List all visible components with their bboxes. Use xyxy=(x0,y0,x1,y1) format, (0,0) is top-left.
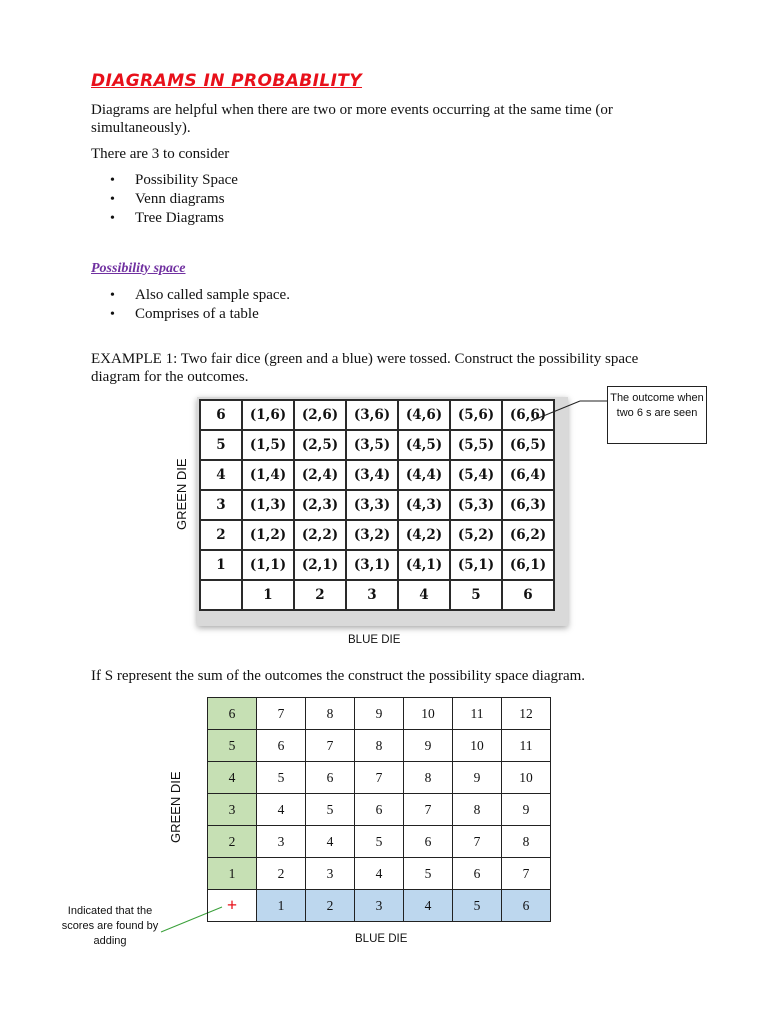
table-cell: 6 xyxy=(502,890,551,922)
table-cell: 6 xyxy=(208,698,257,730)
table-cell: (2,3) xyxy=(294,490,346,520)
adding-note: Indicated that the scores are found by adding xyxy=(61,905,159,947)
table-cell: 7 xyxy=(453,826,502,858)
blue-die-axis-label-2: BLUE DIE xyxy=(355,933,408,945)
list-item: • Possibility Space xyxy=(110,171,238,190)
example-text: EXAMPLE 1: Two fair dice (green and a blue) were tossed. Construct the possibility space diagram for the outcomes. xyxy=(91,351,639,385)
table-cell: 4 xyxy=(355,858,404,890)
table-cell: 2 xyxy=(306,890,355,922)
table-cell: 4 xyxy=(200,460,242,490)
table-cell: (6,6) xyxy=(502,400,554,430)
table-cell: 5 xyxy=(453,890,502,922)
table-cell: 6 xyxy=(257,730,306,762)
table-row xyxy=(208,826,551,858)
table-cell: 10 xyxy=(502,762,551,794)
table-cell: 9 xyxy=(355,698,404,730)
table-cell: 5 xyxy=(355,826,404,858)
table-cell: 11 xyxy=(453,698,502,730)
table-cell: 8 xyxy=(306,698,355,730)
table-cell: 3 xyxy=(346,580,398,610)
table-cell: 5 xyxy=(450,580,502,610)
table-cell: (4,6) xyxy=(398,400,450,430)
table-cell: 7 xyxy=(257,698,306,730)
intro-paragraph: Diagrams are helpful when there are two or more events occurring at the same time (or simultaneously). xyxy=(91,102,613,136)
table-cell: 7 xyxy=(502,858,551,890)
table-cell: 7 xyxy=(306,730,355,762)
table-cell: 3 xyxy=(200,490,242,520)
table-cell: 8 xyxy=(355,730,404,762)
table-cell: (5,1) xyxy=(450,550,502,580)
table-cell: 1 xyxy=(242,580,294,610)
blue-die-axis-label: BLUE DIE xyxy=(348,634,401,646)
table-cell: 2 xyxy=(208,826,257,858)
table-row xyxy=(208,858,551,890)
table-cell: 7 xyxy=(355,762,404,794)
table-cell: (4,1) xyxy=(398,550,450,580)
table-cell: 6 xyxy=(404,826,453,858)
green-die-axis-label: GREEN DIE xyxy=(174,458,189,530)
plus-sign: + xyxy=(208,890,257,922)
table-cell: 9 xyxy=(453,762,502,794)
sums-table xyxy=(207,697,551,922)
table-row xyxy=(208,730,551,762)
table-cell: 9 xyxy=(404,730,453,762)
table-cell: (1,6) xyxy=(242,400,294,430)
table-row xyxy=(208,762,551,794)
table-row xyxy=(208,794,551,826)
table-cell: (3,4) xyxy=(346,460,398,490)
table-cell: (5,6) xyxy=(450,400,502,430)
callout-box: The outcome when two 6 s are seen xyxy=(607,386,707,444)
table-cell: 6 xyxy=(453,858,502,890)
table-cell: 6 xyxy=(502,580,554,610)
table-cell: 3 xyxy=(355,890,404,922)
table-cell: 6 xyxy=(200,400,242,430)
table-cell: 4 xyxy=(208,762,257,794)
table-cell: 2 xyxy=(257,858,306,890)
table-row xyxy=(208,698,551,730)
table-cell: 5 xyxy=(208,730,257,762)
table-cell: 5 xyxy=(257,762,306,794)
table-cell: (6,2) xyxy=(502,520,554,550)
table-cell: (6,3) xyxy=(502,490,554,520)
table-row xyxy=(208,890,551,922)
section-heading: Possibility space xyxy=(91,261,186,276)
table-cell: (6,1) xyxy=(502,550,554,580)
table-cell: 9 xyxy=(502,794,551,826)
table-cell: (3,5) xyxy=(346,430,398,460)
table-cell: (2,2) xyxy=(294,520,346,550)
table-cell: (4,4) xyxy=(398,460,450,490)
table-cell: 6 xyxy=(355,794,404,826)
table-cell: 8 xyxy=(502,826,551,858)
table-cell: 7 xyxy=(404,794,453,826)
list-item: • Venn diagrams xyxy=(110,190,238,209)
table-cell: 10 xyxy=(404,698,453,730)
table-cell: (2,4) xyxy=(294,460,346,490)
table-cell: 5 xyxy=(200,430,242,460)
table-cell: (3,2) xyxy=(346,520,398,550)
green-die-axis-label-2: GREEN DIE xyxy=(168,771,183,843)
table-cell: 5 xyxy=(306,794,355,826)
page-title: DIAGRAMS IN PROBABILITY xyxy=(91,71,363,91)
table-cell: 3 xyxy=(257,826,306,858)
table-cell: (6,4) xyxy=(502,460,554,490)
list-item: • Tree Diagrams xyxy=(110,209,238,228)
table-cell: (1,3) xyxy=(242,490,294,520)
list-item: • Comprises of a table xyxy=(110,305,290,324)
table-cell: 6 xyxy=(306,762,355,794)
table-cell: 3 xyxy=(208,794,257,826)
table-cell: (5,3) xyxy=(450,490,502,520)
table-cell: 1 xyxy=(208,858,257,890)
table-cell: (5,4) xyxy=(450,460,502,490)
table-cell: (2,6) xyxy=(294,400,346,430)
table-cell: (1,2) xyxy=(242,520,294,550)
table-cell: 2 xyxy=(200,520,242,550)
table-cell: (4,5) xyxy=(398,430,450,460)
table-cell: (3,3) xyxy=(346,490,398,520)
table-cell: (4,2) xyxy=(398,520,450,550)
table-cell: 10 xyxy=(453,730,502,762)
callout-pointer xyxy=(531,401,580,421)
table-cell: 1 xyxy=(200,550,242,580)
table-cell: 8 xyxy=(453,794,502,826)
table-cell: 3 xyxy=(306,858,355,890)
table-cell: (4,3) xyxy=(398,490,450,520)
table-cell: 8 xyxy=(404,762,453,794)
table-cell: (1,5) xyxy=(242,430,294,460)
table-cell: 4 xyxy=(257,794,306,826)
table-cell: 2 xyxy=(294,580,346,610)
table-cell: (3,1) xyxy=(346,550,398,580)
table-cell: (3,6) xyxy=(346,400,398,430)
sum-intro-text: If S represent the sum of the outcomes the construct the possibility space diagram. xyxy=(91,668,586,684)
table-cell: 4 xyxy=(306,826,355,858)
table-cell: (6,5) xyxy=(502,430,554,460)
table-cell: (2,1) xyxy=(294,550,346,580)
table-cell: 4 xyxy=(404,890,453,922)
table-cell: 11 xyxy=(502,730,551,762)
table-cell: (5,2) xyxy=(450,520,502,550)
table-cell: (1,4) xyxy=(242,460,294,490)
table-cell: 1 xyxy=(257,890,306,922)
list-item: • Also called sample space. xyxy=(110,286,290,305)
table-cell: (2,5) xyxy=(294,430,346,460)
table-cell: (5,5) xyxy=(450,430,502,460)
table-cell: 4 xyxy=(398,580,450,610)
consider-text: There are 3 to consider xyxy=(91,146,230,162)
table-cell: 5 xyxy=(404,858,453,890)
table-cell: (1,1) xyxy=(242,550,294,580)
table-cell: 12 xyxy=(502,698,551,730)
